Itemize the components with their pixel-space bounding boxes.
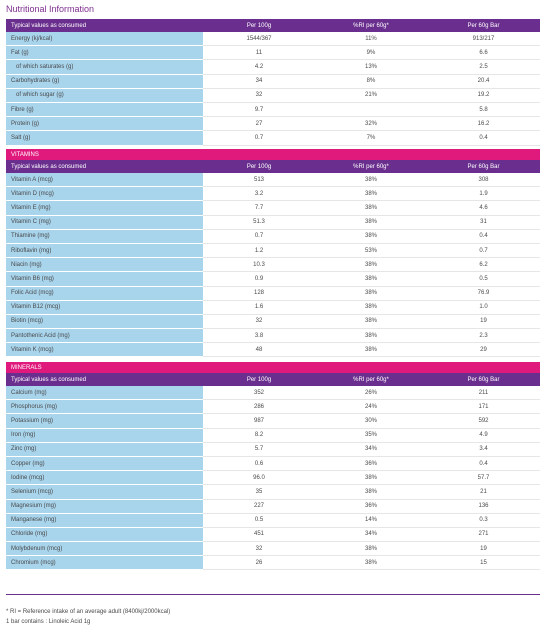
row-value: 21 bbox=[427, 485, 540, 499]
row-label: Chromium (mcg) bbox=[6, 556, 203, 570]
minerals-table-header bbox=[6, 373, 540, 386]
row-label: Vitamin A (mcg) bbox=[6, 173, 203, 187]
row-label: Fat (g) bbox=[6, 46, 203, 60]
header-cell: Per 60g Bar bbox=[467, 22, 500, 29]
row-value: 352 bbox=[203, 386, 315, 400]
row-value: 19 bbox=[427, 315, 540, 329]
table-row bbox=[6, 443, 540, 457]
header-cell: Per 100g bbox=[246, 163, 272, 170]
row-value: 0.7 bbox=[203, 131, 315, 145]
row-value: 4.9 bbox=[427, 429, 540, 443]
table-row bbox=[6, 542, 540, 556]
row-value: 3.2 bbox=[203, 187, 315, 201]
row-value: 26 bbox=[203, 556, 315, 570]
row-label: Salt (g) bbox=[6, 131, 203, 145]
row-value: 38% bbox=[315, 343, 427, 357]
row-label: Riboflavin (mg) bbox=[6, 244, 203, 258]
header-cell: Typical values as consumed bbox=[11, 376, 87, 383]
table-row bbox=[6, 258, 540, 272]
row-value: 6.2 bbox=[427, 258, 540, 272]
row-label: Magnesium (mg) bbox=[6, 500, 203, 514]
row-value: 0.3 bbox=[427, 514, 540, 528]
row-value: 36% bbox=[315, 457, 427, 471]
row-value: 4.6 bbox=[427, 201, 540, 215]
vitamins-rows bbox=[6, 173, 540, 357]
table-row bbox=[6, 60, 540, 74]
row-value: 38% bbox=[315, 187, 427, 201]
row-value: 10.3 bbox=[203, 258, 315, 272]
row-value: 34% bbox=[315, 443, 427, 457]
row-value: 451 bbox=[203, 528, 315, 542]
row-value: 7.7 bbox=[203, 201, 315, 215]
row-value: 15 bbox=[427, 556, 540, 570]
table-row bbox=[6, 201, 540, 215]
row-label: Iodine (mcg) bbox=[6, 471, 203, 485]
row-value: 1544/367 bbox=[203, 32, 315, 46]
row-value: 9.7 bbox=[203, 103, 315, 117]
row-value: 0.7 bbox=[427, 244, 540, 258]
row-value: 38% bbox=[315, 201, 427, 215]
minerals-table bbox=[6, 362, 540, 570]
row-value: 21% bbox=[315, 89, 427, 103]
row-label: Phosphorus (mg) bbox=[6, 400, 203, 414]
row-value: 8.2 bbox=[203, 429, 315, 443]
row-label: Iron (mg) bbox=[6, 429, 203, 443]
row-value: 27 bbox=[203, 117, 315, 131]
table-row bbox=[6, 528, 540, 542]
row-label: Vitamin B6 (mg) bbox=[6, 272, 203, 286]
table-row bbox=[6, 414, 540, 428]
row-label: Vitamin C (mg) bbox=[6, 216, 203, 230]
row-value: 3.8 bbox=[203, 329, 315, 343]
row-value: 0.6 bbox=[203, 457, 315, 471]
row-value: 48 bbox=[203, 343, 315, 357]
row-label: Chloride (mg) bbox=[6, 528, 203, 542]
row-value: 2.3 bbox=[427, 329, 540, 343]
row-label: Selenium (mcg) bbox=[6, 485, 203, 499]
row-label: Fibre (g) bbox=[6, 103, 203, 117]
header-cell: Per 100g bbox=[246, 22, 272, 29]
row-value: 308 bbox=[427, 173, 540, 187]
row-label: Molybdenum (mcg) bbox=[6, 542, 203, 556]
table-row bbox=[6, 89, 540, 103]
vitamins-table-header bbox=[6, 160, 540, 173]
row-value: 0.5 bbox=[203, 514, 315, 528]
row-label: Vitamin D (mcg) bbox=[6, 187, 203, 201]
table-row bbox=[6, 187, 540, 201]
row-value: 38% bbox=[315, 230, 427, 244]
row-value: 34% bbox=[315, 528, 427, 542]
row-value: 0.7 bbox=[203, 230, 315, 244]
row-value: 38% bbox=[315, 258, 427, 272]
row-value: 32% bbox=[315, 117, 427, 131]
table-row bbox=[6, 400, 540, 414]
row-label: Energy (kj/kcal) bbox=[6, 32, 203, 46]
row-label: Thiamine (mg) bbox=[6, 230, 203, 244]
table-row bbox=[6, 131, 540, 145]
table-row bbox=[6, 287, 540, 301]
table-row bbox=[6, 301, 540, 315]
row-value: 6.6 bbox=[427, 46, 540, 60]
table-row bbox=[6, 117, 540, 131]
table-row bbox=[6, 103, 540, 117]
row-value: 9% bbox=[315, 46, 427, 60]
row-value: 19 bbox=[427, 542, 540, 556]
header-cell: %RI per 60g* bbox=[353, 163, 389, 170]
header-cell: Per 60g Bar bbox=[467, 163, 500, 170]
row-value: 38% bbox=[315, 329, 427, 343]
table-row bbox=[6, 457, 540, 471]
row-label: Vitamin E (mg) bbox=[6, 201, 203, 215]
table-row bbox=[6, 329, 540, 343]
row-value: 29 bbox=[427, 343, 540, 357]
row-value: 38% bbox=[315, 216, 427, 230]
row-label: of which sugar (g) bbox=[6, 89, 203, 103]
header-cell: %RI per 60g* bbox=[353, 22, 389, 29]
row-value: 7% bbox=[315, 131, 427, 145]
row-value: 1.2 bbox=[203, 244, 315, 258]
row-value: 53% bbox=[315, 244, 427, 258]
row-label: Niacin (mg) bbox=[6, 258, 203, 272]
row-value: 35% bbox=[315, 429, 427, 443]
row-value: 5.8 bbox=[427, 103, 540, 117]
table-row bbox=[6, 471, 540, 485]
row-value: 5.7 bbox=[203, 443, 315, 457]
row-value: 3.4 bbox=[427, 443, 540, 457]
row-value: 13% bbox=[315, 60, 427, 74]
table-row bbox=[6, 272, 540, 286]
row-value: 1.6 bbox=[203, 301, 315, 315]
table-row bbox=[6, 216, 540, 230]
table-row bbox=[6, 429, 540, 443]
row-value: 31 bbox=[427, 216, 540, 230]
row-value: 8% bbox=[315, 75, 427, 89]
row-value: 286 bbox=[203, 400, 315, 414]
row-value: 38% bbox=[315, 556, 427, 570]
header-cell: Per 60g Bar bbox=[467, 376, 500, 383]
table-row bbox=[6, 46, 540, 60]
bar-footnote: 1 bar contains : Linoleic Acid 1g bbox=[6, 619, 91, 625]
footer-divider bbox=[6, 594, 540, 595]
row-label: Manganese (mg) bbox=[6, 514, 203, 528]
vitamins-table bbox=[6, 149, 540, 357]
row-value: 38% bbox=[315, 287, 427, 301]
table-row bbox=[6, 230, 540, 244]
table-row bbox=[6, 343, 540, 357]
table-row bbox=[6, 32, 540, 46]
minerals-rows bbox=[6, 386, 540, 570]
nutrition-rows bbox=[6, 32, 540, 146]
row-value: 32 bbox=[203, 315, 315, 329]
table-row bbox=[6, 386, 540, 400]
table-row bbox=[6, 485, 540, 499]
table-row bbox=[6, 315, 540, 329]
row-value: 513 bbox=[203, 173, 315, 187]
row-value: 271 bbox=[427, 528, 540, 542]
row-value: 38% bbox=[315, 173, 427, 187]
row-label: Protein (g) bbox=[6, 117, 203, 131]
row-label: Calcium (mg) bbox=[6, 386, 203, 400]
row-value: 14% bbox=[315, 514, 427, 528]
row-value: 38% bbox=[315, 471, 427, 485]
row-value: 211 bbox=[427, 386, 540, 400]
row-value: 1.9 bbox=[427, 187, 540, 201]
row-value: 32 bbox=[203, 89, 315, 103]
row-label: Biotin (mcg) bbox=[6, 315, 203, 329]
row-value: 24% bbox=[315, 400, 427, 414]
row-value: 38% bbox=[315, 272, 427, 286]
page-title: Nutritional Information bbox=[6, 4, 95, 14]
nutrition-table bbox=[6, 19, 540, 146]
row-value: 592 bbox=[427, 414, 540, 428]
row-label: Folic Acid (mcg) bbox=[6, 287, 203, 301]
row-value: 0.4 bbox=[427, 131, 540, 145]
row-value: 0.4 bbox=[427, 230, 540, 244]
row-value: 171 bbox=[427, 400, 540, 414]
row-value: 20.4 bbox=[427, 75, 540, 89]
row-value: 1.0 bbox=[427, 301, 540, 315]
row-value: 38% bbox=[315, 315, 427, 329]
row-value: 2.5 bbox=[427, 60, 540, 74]
row-value: 38% bbox=[315, 301, 427, 315]
row-value: 76.9 bbox=[427, 287, 540, 301]
ri-footnote: * RI = Reference intake of an average adult (8400kj/2000kcal) bbox=[6, 609, 171, 615]
header-cell: Typical values as consumed bbox=[11, 163, 87, 170]
header-cell: %RI per 60g* bbox=[353, 376, 389, 383]
row-label: Vitamin K (mcg) bbox=[6, 343, 203, 357]
table-row bbox=[6, 75, 540, 89]
row-value: 11% bbox=[315, 32, 427, 46]
table-row bbox=[6, 244, 540, 258]
row-value: 0.4 bbox=[427, 457, 540, 471]
row-value: 16.2 bbox=[427, 117, 540, 131]
table-row bbox=[6, 173, 540, 187]
row-value: 4.2 bbox=[203, 60, 315, 74]
row-label: Carbohydrates (g) bbox=[6, 75, 203, 89]
table-row bbox=[6, 514, 540, 528]
row-label: Pantothenic Acid (mg) bbox=[6, 329, 203, 343]
row-label: Vitamin B12 (mcg) bbox=[6, 301, 203, 315]
row-value: 19.2 bbox=[427, 89, 540, 103]
section-label-minerals: MINERALS bbox=[6, 362, 540, 373]
row-value: 136 bbox=[427, 500, 540, 514]
row-value: 0.9 bbox=[203, 272, 315, 286]
header-cell: Typical values as consumed bbox=[11, 22, 87, 29]
row-label: Potassium (mg) bbox=[6, 414, 203, 428]
row-value bbox=[315, 103, 427, 117]
table-row bbox=[6, 500, 540, 514]
row-value: 0.5 bbox=[427, 272, 540, 286]
section-label-vitamins: VITAMINS bbox=[6, 149, 540, 160]
row-value: 30% bbox=[315, 414, 427, 428]
row-value: 913/217 bbox=[427, 32, 540, 46]
row-value: 34 bbox=[203, 75, 315, 89]
row-label: Copper (mg) bbox=[6, 457, 203, 471]
nutrition-table-header bbox=[6, 19, 540, 32]
row-value: 38% bbox=[315, 485, 427, 499]
row-value: 26% bbox=[315, 386, 427, 400]
row-value: 51.3 bbox=[203, 216, 315, 230]
row-value: 11 bbox=[203, 46, 315, 60]
row-value: 32 bbox=[203, 542, 315, 556]
row-value: 227 bbox=[203, 500, 315, 514]
row-value: 36% bbox=[315, 500, 427, 514]
header-cell: Per 100g bbox=[246, 376, 272, 383]
table-row bbox=[6, 556, 540, 570]
row-value: 35 bbox=[203, 485, 315, 499]
row-value: 38% bbox=[315, 542, 427, 556]
row-label: Zinc (mg) bbox=[6, 443, 203, 457]
row-value: 987 bbox=[203, 414, 315, 428]
row-value: 57.7 bbox=[427, 471, 540, 485]
row-value: 96.0 bbox=[203, 471, 315, 485]
row-label: of which saturates (g) bbox=[6, 60, 203, 74]
row-value: 128 bbox=[203, 287, 315, 301]
